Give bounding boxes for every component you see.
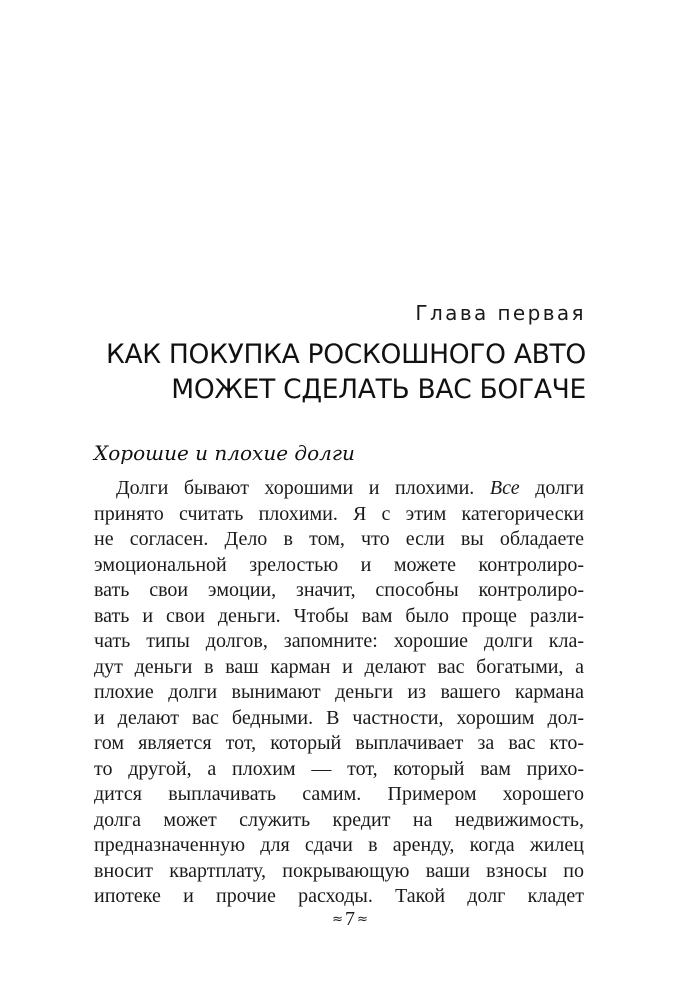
body-line: чать типы долгов, запомните: хорошие долги кла- (94, 630, 584, 652)
body-line: то другой, а плохим — тот, который вам прихо- (94, 757, 584, 780)
section-heading: Хорошие и плохие долги (94, 441, 355, 465)
body-line: ипотеке и прочие расходы. Такой долг кладет (94, 885, 584, 907)
body-line: дится выплачивать самим. Примером хорошего (94, 783, 584, 805)
page-number-value: 7 (345, 908, 355, 930)
body-italic-word: Все (489, 477, 520, 499)
body-line: вать и свои деньги. Чтобы вам было проще разли- (94, 604, 584, 627)
body-line: предназначенную для сдачи в аренду, когда жилец (94, 834, 584, 856)
body-line: эмоциональной зрелостью и можете контролиро- (94, 553, 584, 576)
body-text-span: Долги бывают хорошими и плохими. (116, 477, 475, 499)
body-line: дут деньги в ваш карман и делают вас богатыми, а (94, 655, 584, 678)
body-line: плохие долги вынимают деньги из вашего кармана (94, 681, 584, 703)
body-line: долга может служить кредит на недвижимость, (94, 808, 584, 831)
chapter-title (66, 337, 586, 407)
chapter-title-line: МОЖЕТ СДЕЛАТЬ ВАС БОГАЧЕ (171, 374, 586, 405)
ornament-left-icon: ≈ (332, 912, 343, 927)
chapter-label: Глава первая (415, 301, 586, 325)
body-paragraph (94, 476, 584, 910)
ornament-right-icon: ≈ (357, 912, 368, 927)
body-line: и делают вас бедными. В частности, хорошим дол- (94, 706, 584, 729)
body-line: вать свои эмоции, значит, способны контролиро- (94, 579, 584, 601)
body-text-span: долги (535, 477, 584, 499)
page-number (0, 908, 700, 931)
body-line: принято считать плохими. Я с этим категорически (94, 502, 584, 525)
chapter-title-line: КАК ПОКУПКА РОСКОШНОГО АВТО (105, 339, 586, 370)
body-line (94, 476, 584, 502)
body-line: вносит квартплату, покрывающую ваши взносы по (94, 859, 584, 882)
body-line: не согласен. Дело в том, что если вы обладаете (94, 528, 584, 550)
body-line: гом является тот, который выплачивает за вас кто- (94, 732, 584, 754)
